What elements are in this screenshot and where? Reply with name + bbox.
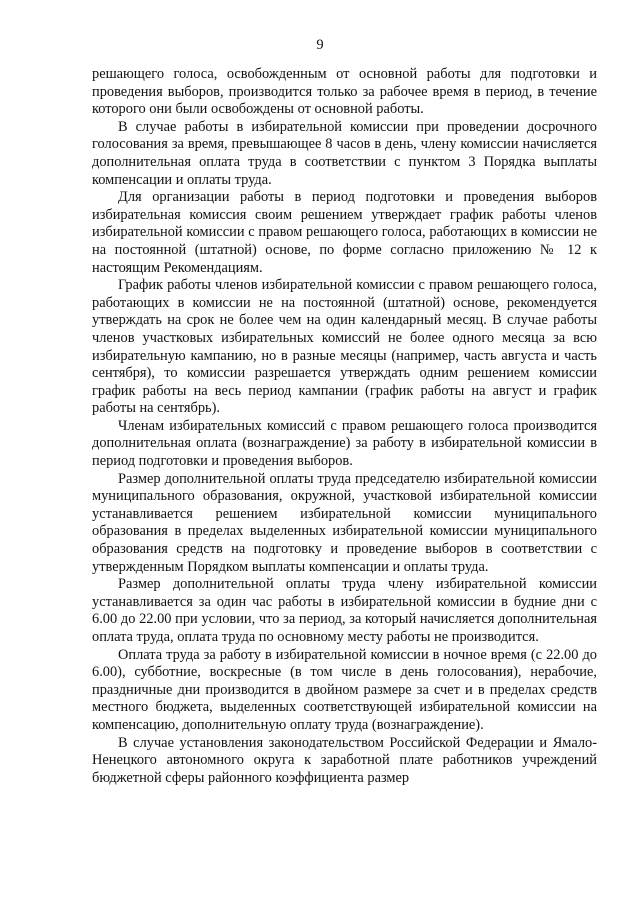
paragraph-continued: решающего голоса, освобожденным от основной работы для подготовки и проведения выборов, производится только за рабочее время в период, в течение которого они были освобождены от основной работы. xyxy=(92,66,597,118)
paragraph-chairman-payment: Размер дополнительной оплаты труда председателю избирательной комиссии муниципального образования, окружной, участковой избирательной комиссии устанавливается решением избирательной комиссии муниципального образования в пределах выделенных избирательной комиссии муниципального образования средств на подготовку и проведение выборов в соответствии с утвержденным Порядком выплаты компенсации и оплаты труда. xyxy=(92,470,597,575)
page-number: 9 xyxy=(316,37,324,53)
paragraph-additional-payment: Членам избирательных комиссий с правом решающего голоса производится дополнительная оплата (вознаграждение) за работу в избирательной комиссии в период подготовки и проведения выборов. xyxy=(92,417,597,470)
document-body xyxy=(92,66,597,787)
paragraph-work-schedule: Для организации работы в период подготовки и проведения выборов избирательная комиссия своим решением утверждает график работы членов избирательной комиссии с правом решающего голоса, работающих в комиссии не на постоянной (штатной) основе, по форме согласно приложению № 12 к настоящим Рекомендациям. xyxy=(92,189,597,276)
paragraph-early-voting: В случае работы в избирательной комиссии при проведении досрочного голосования за время, превышающее 8 часов в день, члену комиссии начисляется дополнительная оплата труда в соответствии с пунктом 3 Порядка выплаты компенсации и оплаты труда. xyxy=(92,118,597,188)
paragraph-regional-coefficient: В случае установления законодательством Российской Федерации и Ямало-Ненецкого автономного округа к заработной плате работников учреждений бюджетной сферы районного коэффициента размер xyxy=(92,734,597,786)
paragraph-night-weekend-pay: Оплата труда за работу в избирательной комиссии в ночное время (с 22.00 до 6.00), субботние, воскресные (в том числе в день голосования), нерабочие, праздничные дни производится в двойном размере за счет и в пределах средств местного бюджета, выделенных соответствующей избирательной комиссии на компенсацию, дополнительную оплату труда (вознаграждение). xyxy=(92,646,597,733)
paragraph-schedule-term: График работы членов избирательной комиссии с правом решающего голоса, работающих в комиссии не на постоянной (штатной) основе, рекомендуется утверждать на срок не более чем на один календарный месяц. В случае работы членов участковых избирательных комиссий не более одного месяца за всю избирательную кампанию, но в разные месяцы (например, часть августа и часть сентября), то комиссии разрешается утверждать одним решением комиссии график работы на весь период кампании (график работы на август и график работы на сентябрь). xyxy=(92,277,597,417)
paragraph-hourly-rate: Размер дополнительной оплаты труда члену избирательной комиссии устанавливается за один час работы в избирательной комиссии в будние дни с 6.00 до 22.00 при условии, что за период, за который начисляется дополнительная оплата труда, оплата труда по основному месту работы не производится. xyxy=(92,576,597,645)
